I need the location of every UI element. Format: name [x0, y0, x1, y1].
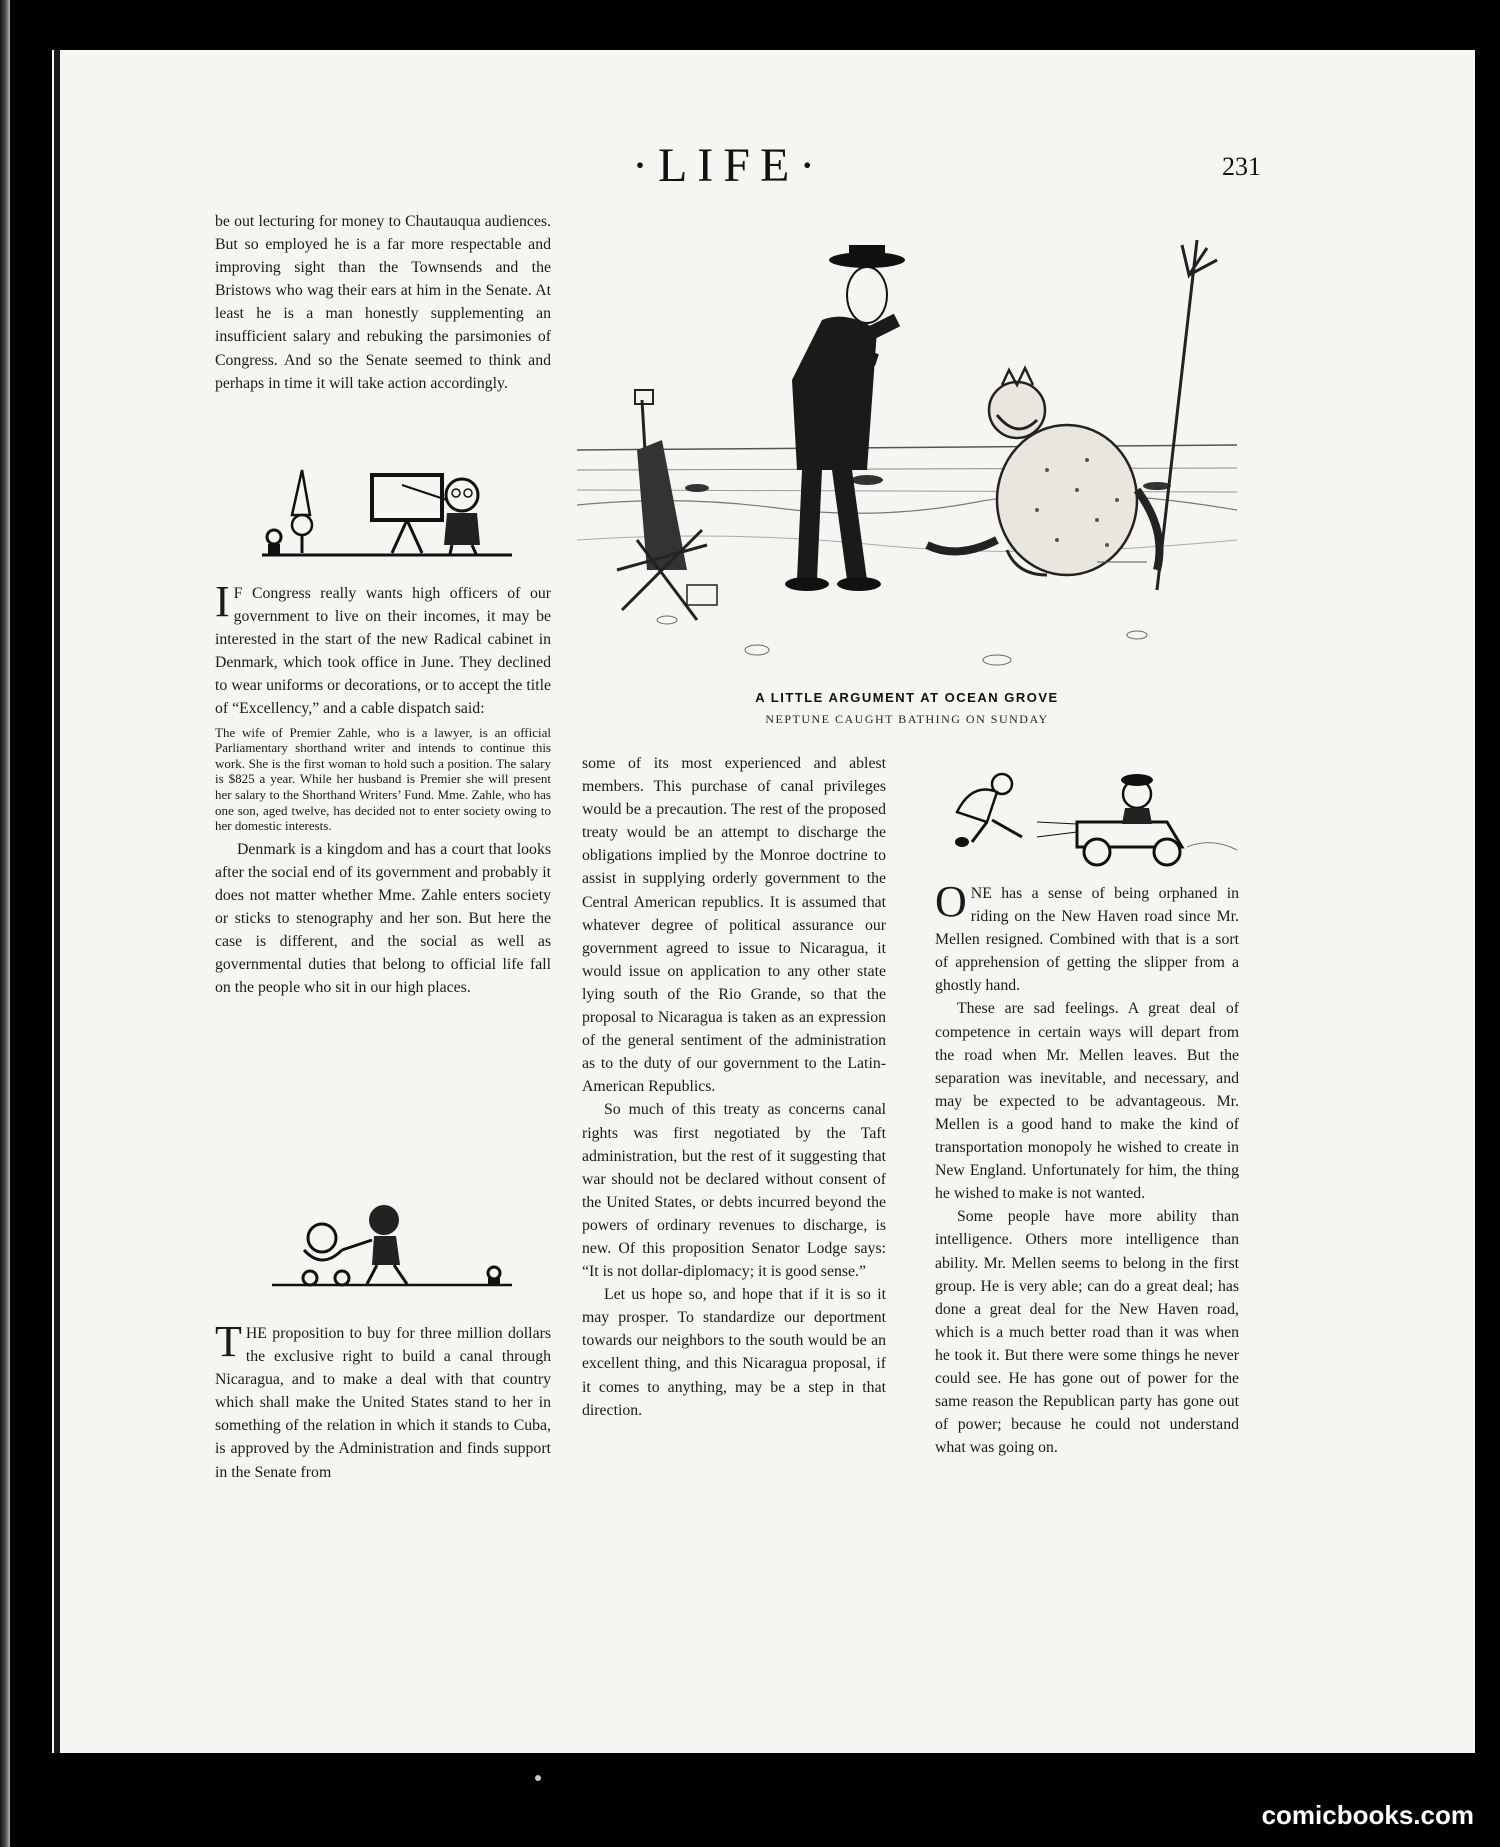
paragraph-hope-prosper: Let us hope so, and hope that if it is so it may prosper. To standardize our deportment towards our neighbors to the south would be an excellent thing, and this Nicaragua proposal, if it comes to anything, may be a step in that direction. [582, 1286, 886, 1419]
automobile-sketch [937, 762, 1257, 872]
column-1-bottom [215, 1317, 551, 1484]
scan-speck [535, 1775, 541, 1781]
watermark: comicbooks.com [1261, 1800, 1474, 1830]
page-number: 231 [1222, 152, 1261, 181]
binding-shadow [54, 50, 60, 1753]
page-binding [0, 0, 10, 1847]
paragraph-denmark-kingdom: Denmark is a kingdom and has a court that looks after the social end of its government and probably it does not matter whether Mme. Zahle enters society or sticks to stenography and her son. But here the case is different, and the social as well as governmental duties that belong to official life fall on the people who sit in our high places. [215, 840, 551, 997]
paragraph-nicaragua-canal: THE proposition to buy for three million dollars the exclusive right to build a canal through Nicaragua, and to make a deal with that country which shall make the United States stand to her in something of the relation in which it stands to Cuba, is approved by the Administration and finds support in the Senate from [215, 1317, 551, 1481]
paragraph-new-haven-road: ONE has a sense of being orphaned in riding on the New Haven road since Mr. Mellen resigned. Combined with that is a sort of apprehension of getting the slipper from a ghostly hand. [935, 877, 1239, 995]
paragraph-canal-privileges: some of its most experienced and ablest members. This purchase of canal privileges would be a precaution. The rest of the proposed treaty would be an attempt to discharge the obligations implied by the Monroe doctrine to assist in supplying orderly government to the Central American republics. It is assumed that whatever degree of political assurance our government agreed to issue to Nicaragua, it would issue on application to any other state lying south of the Rio Grande, so that the proposal to Nicaragua is taken as an expression of the general sentiment of the administration as to the duty of our government to the Latin-American Republics. [582, 755, 886, 1096]
paragraph-taft-treaty: So much of this treaty as concerns canal rights was first negotiated by the Taft administration, but the rest of it suggesting that war should not be declared without consent of the United States, or debts incurred beyond the powers of ordinary revenues to discharge, is new. Of this proposition Senator Lodge says: “It is not dollar-diplomacy; it is good sense.” [582, 1101, 886, 1281]
paragraph-ability-intelligence: Some people have more ability than intelligence. Others more intelligence than ability. Mr. Mellen seems to belong in the first group. He is very able; can do a great deal; has done a great deal for the New Haven road, which is a much better road than it was when he took it. But there were some things he never could see. He has gone out of power for the same reason the Republican party has gone out of power; because he could not understand what was going on. [935, 1208, 1239, 1457]
column-3 [935, 877, 1239, 1459]
paragraph-sad-feelings: These are sad feelings. A great deal of competence in certain ways will depart from the road when Mr. Mellen leaves. But the separation was inevitable, and necessary, and may be expected to be advantageous. Mr. Mellen is a good hand to make the kind of transportation monopoly he wished to create in New England. Unfortunately for him, the thing he wished to make is not wanted. [935, 1000, 1239, 1203]
carriage-sketch [262, 1200, 522, 1290]
paragraph-chautauqua: be out lecturing for money to Chautauqua audiences. But so employed he is a far more respectable and improving sight than the Townsends and the Bristows who wag their ears at him in the Senate. At least he is a man honestly supplementing an insufficient salary and rebuking the parsimonies of Congress. And so the Senate seemed to think and perhaps in time it will take action accordingly. [215, 213, 551, 392]
magazine-page [52, 50, 1475, 1753]
quote-premier-zahle: The wife of Premier Zahle, who is a lawyer, is an official Parliamentary shorthand writer and intends to continue this work. She is the first woman to hold such a position. The salary is $825 a year. While her husband is Premier she will present her salary to the Shorthand Writers’ Fund. Mme. Zahle, who has one son, aged twelve, has decided not to enter society owing to her domestic interests. [215, 724, 551, 834]
cartoon-illustration [577, 240, 1237, 680]
column-2 [582, 752, 886, 1422]
masthead: ·LIFE· [632, 139, 826, 192]
lecture-sketch [252, 455, 522, 570]
column-1-middle [215, 577, 551, 999]
column-1-top [215, 210, 551, 395]
paragraph-denmark-cabinet: IF Congress really wants high officers of our government to live on their incomes, it may be interested in the start of the new Radical cabinet in Denmark, which took office in June. They declined to wear uniforms or decorations, or to accept the title of “Excellency,” and a cable dispatch said: [215, 577, 551, 718]
cartoon-caption-subtitle: NEPTUNE CAUGHT BATHING ON SUNDAY [765, 712, 1049, 726]
cartoon-caption-title: A LITTLE ARGUMENT AT OCEAN GROVE [755, 690, 1059, 705]
